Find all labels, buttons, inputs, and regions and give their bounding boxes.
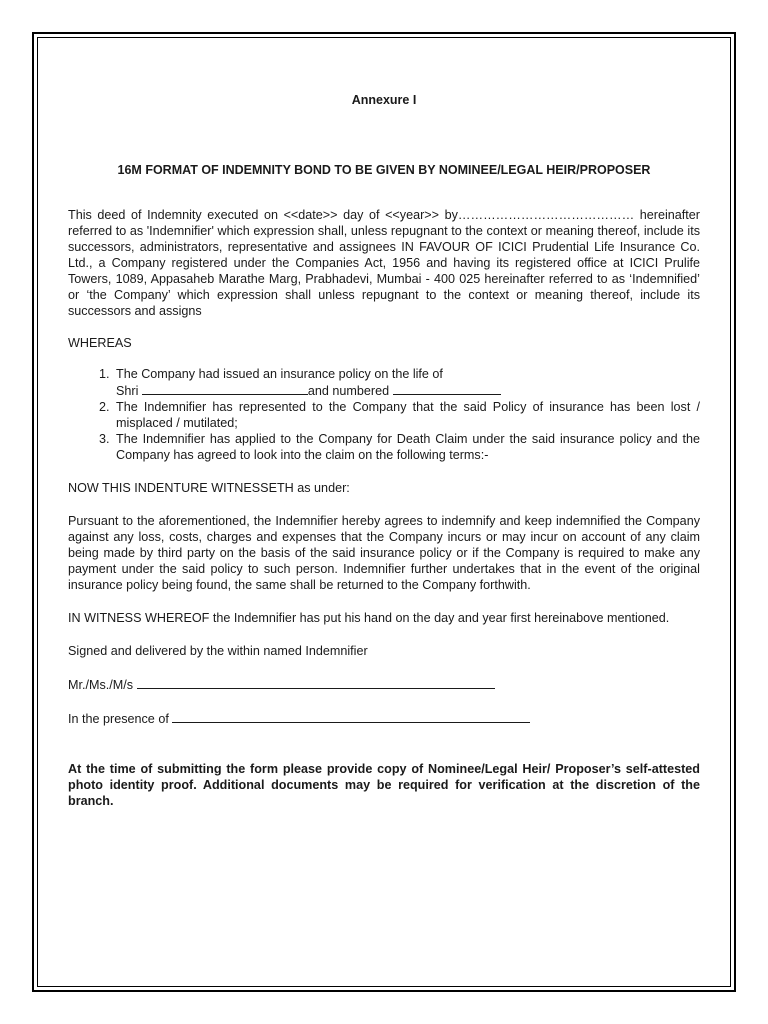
document-body <box>68 92 700 809</box>
submission-notice: At the time of submitting the form please provide copy of Nominee/Legal Heir/ Proposer’s self-attested photo identity proof. Additional documents may be required for verification at the discretion of the branch. <box>68 762 700 808</box>
format-title: 16M FORMAT OF INDEMNITY BOND TO BE GIVEN BY NOMINEE/LEGAL HEIR/PROPOSER <box>117 163 651 177</box>
presence-label: In the presence of <box>68 712 169 726</box>
clause-1-text: The Company had issued an insurance policy on the life of <box>116 367 443 381</box>
insured-name-blank[interactable] <box>142 382 308 395</box>
presence-row <box>68 710 700 727</box>
whereas-label: WHEREAS <box>68 336 132 350</box>
witness-name-blank[interactable] <box>172 710 530 723</box>
clause-3: 3. The Indemnifier has applied to the Company for Death Claim under the said insurance policy and the Company has agreed to look into the claim on the following terms:- <box>113 431 700 463</box>
whereas-clauses <box>68 366 700 463</box>
name-label: Mr./Ms./M/s <box>68 678 134 692</box>
indemnifier-name-blank[interactable] <box>137 676 495 689</box>
policy-number-blank[interactable] <box>393 382 501 395</box>
clause-1-shri-label: Shri <box>116 384 139 398</box>
indemnifier-name-row <box>68 676 700 693</box>
clause-1 <box>113 366 700 399</box>
clause-1-numbered-label: and numbered <box>307 384 390 398</box>
indenture-line: NOW THIS INDENTURE WITNESSETH as under: <box>68 481 350 495</box>
intro-paragraph: This deed of Indemnity executed on <<date>> day of <<year>> by…………………………………… hereinafter referred to as 'Indemnifier' which expression shall, unless repugnant to the context or meaning thereof, include its successors, administrators, representative and assignees IN FAVOUR OF ICICI Prudential Life Insurance Co. Ltd., a Company registered under the Companies Act, 1956 and having its registered office at ICICI Prulife Towers, 1089, Appasaheb Marathe Marg, Prabhadevi, Mumbai - 400 025 hereinafter referred to as ‘Indemnified’ or ‘the Company’ which expression shall unless repugnant to the context or meaning thereof, include its successors and assigns <box>68 208 700 318</box>
pursuant-paragraph: Pursuant to the aforementioned, the Indemnifier hereby agrees to indemnify and keep indemnified the Company against any loss, costs, charges and expenses that the Company incurs or may incur on account of any claim being made by third party on the basis of the said insurance policy or if the Company is required to make any payment under the said policy to such person. Indemnifier further undertakes that in the event of the original insurance policy being found, the same shall be returned to the Company forthwith. <box>68 514 700 592</box>
signed-line: Signed and delivered by the within named Indemnifier <box>68 644 368 658</box>
witness-paragraph: IN WITNESS WHEREOF the Indemnifier has put his hand on the day and year first hereinabove mentioned. <box>68 611 670 625</box>
clause-2: 2. The Indemnifier has represented to the Company that the said Policy of insurance has been lost / misplaced / mutilated; <box>113 399 700 431</box>
annexure-heading: Annexure I <box>351 93 417 107</box>
